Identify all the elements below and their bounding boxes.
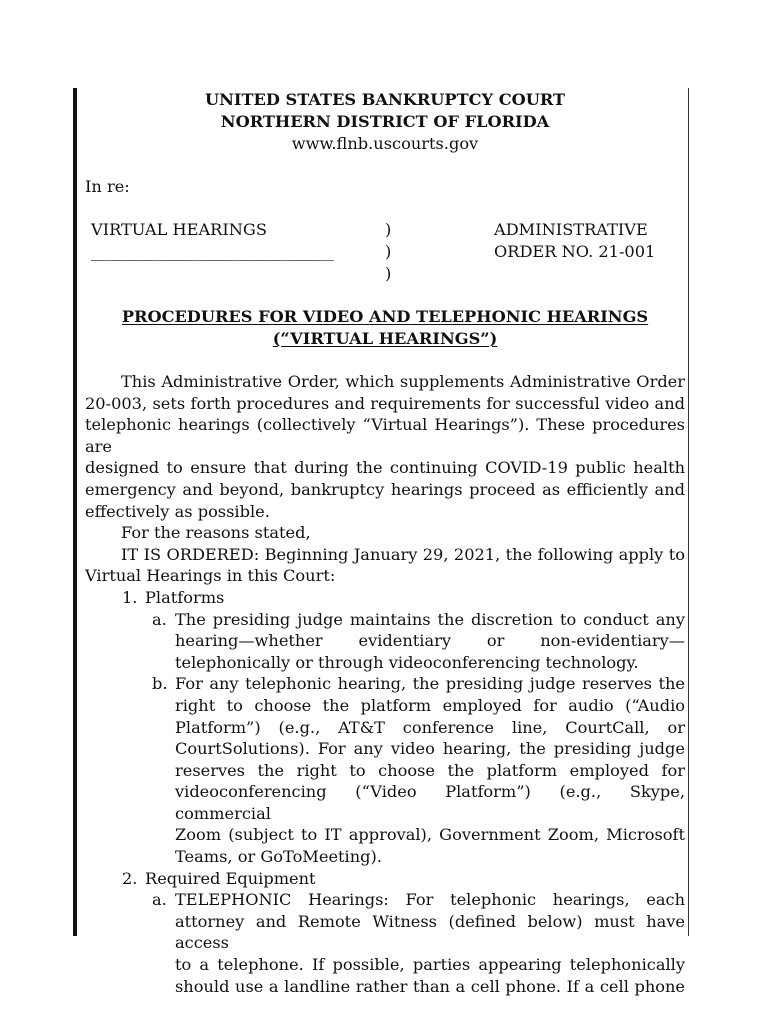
item-line: hearing—whether evidentiary or non-evidentiary—	[175, 631, 685, 651]
intro-line: emergency and beyond, bankruptcy hearings proceed as efficiently and	[85, 479, 685, 499]
item-line: The presiding judge maintains the discretion to conduct any	[175, 609, 685, 629]
intro-line: effectively as possible.	[85, 501, 270, 521]
district-name: NORTHERN DISTRICT OF FLORIDA	[220, 112, 550, 131]
reasons-line: For the reasons stated,	[121, 523, 311, 543]
intro-line: 20-003, sets forth procedures and requirements for successful video and	[85, 393, 685, 413]
list-item	[85, 609, 685, 674]
item-letter: a.	[152, 890, 167, 910]
item-letter: b.	[152, 674, 168, 694]
intro-line: This Administrative Order, which supplements Administrative Order	[121, 372, 685, 391]
item-line: TELEPHONIC Hearings: For telephonic hearings, each	[175, 890, 685, 910]
section-title: Platforms	[145, 587, 225, 607]
document-title: PROCEDURES FOR VIDEO AND TELEPHONIC HEARINGS	[121, 307, 649, 326]
ordered-line: IT IS ORDERED: Beginning January 29, 2021, the following apply to	[121, 544, 685, 564]
item-letter: a.	[152, 609, 167, 629]
item-line: attorney and Remote Witness (defined below) must have access	[175, 911, 685, 953]
document-subtitle: (“VIRTUAL HEARINGS”)	[272, 329, 498, 348]
caption-paren-1: )	[385, 220, 392, 239]
list-item	[85, 673, 685, 867]
item-line: CourtSolutions). For any video hearing, the presiding judge	[175, 739, 685, 759]
item-line: Platform”) (e.g., AT&T conference line, CourtCall, or	[175, 717, 685, 737]
item-line: Teams, or GoToMeeting).	[175, 847, 382, 867]
item-line: to a telephone. If possible, parties appearing telephonically	[175, 955, 685, 975]
section-title: Required Equipment	[145, 868, 316, 888]
caption-paren-2: )	[385, 242, 392, 261]
section-number: 1.	[122, 587, 138, 607]
item-line: videoconferencing (“Video Platform”) (e.g., Skype, commercial	[175, 782, 685, 823]
in-re-label: In re:	[85, 177, 130, 196]
caption-paren-3: )	[385, 264, 392, 283]
case-name: VIRTUAL HEARINGS	[91, 220, 267, 239]
order-label: ADMINISTRATIVE	[494, 220, 648, 239]
case-underline: ______________________________	[91, 242, 334, 261]
right-margin-rule	[688, 88, 689, 936]
order-body	[85, 371, 685, 997]
section-number: 2.	[122, 868, 138, 888]
item-line: For any telephonic hearing, the presiding judge reserves the	[175, 674, 685, 694]
item-line: telephonically or through videoconferencing technology.	[175, 652, 639, 672]
order-number: ORDER NO. 21-001	[494, 242, 656, 261]
list-item	[85, 889, 685, 997]
item-line: Zoom (subject to IT approval), Government Zoom, Microsoft	[175, 825, 685, 845]
section-heading	[85, 587, 685, 609]
left-margin-rule	[73, 88, 77, 936]
item-line: should use a landline rather than a cell phone. If a cell phone	[175, 976, 685, 996]
item-line: right to choose the platform employed for audio (“Audio	[175, 695, 685, 715]
intro-line: telephonic hearings (collectively “Virtual Hearings”). These procedures are	[85, 415, 685, 456]
ordered-line: Virtual Hearings in this Court:	[85, 566, 336, 586]
item-line: reserves the right to choose the platform employed for	[175, 760, 685, 780]
section-heading	[85, 868, 685, 890]
intro-line: designed to ensure that during the continuing COVID-19 public health	[85, 458, 685, 478]
court-website: www.flnb.uscourts.gov	[291, 134, 479, 153]
court-name: UNITED STATES BANKRUPTCY COURT	[204, 90, 566, 109]
